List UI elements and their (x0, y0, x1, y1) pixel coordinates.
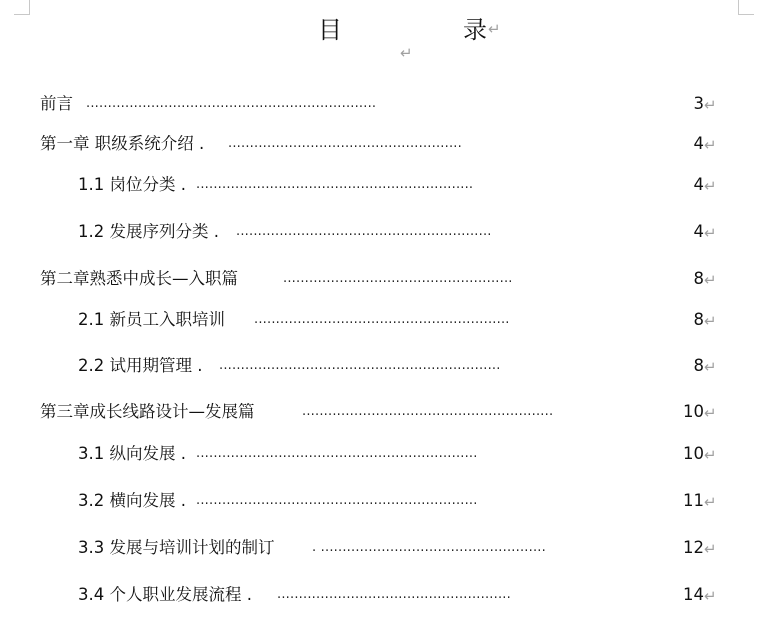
toc-page-number: 14 (683, 585, 704, 604)
toc-leader-dots: ........................................................... (254, 312, 510, 327)
toc-entry-label: 1.2 发展序列分类 . (78, 222, 219, 241)
toc-leader-dots: ..................................................... (283, 271, 513, 286)
toc-entry-label: 第三章成长线路设计—发展篇 (40, 402, 255, 421)
paragraph-mark-icon: ↵ (704, 446, 717, 464)
paragraph-mark-icon: ↵ (704, 312, 717, 330)
toc-leader-dots: ...................................................... (277, 587, 511, 602)
toc-page-number: 10 (683, 402, 704, 421)
toc-entry[interactable] (0, 131, 770, 157)
paragraph-mark-icon: ↵ (704, 177, 717, 195)
toc-entry[interactable] (0, 582, 770, 608)
toc-entry[interactable] (0, 353, 770, 379)
toc-entry[interactable] (0, 307, 770, 333)
toc-page-number: 3 (693, 94, 704, 113)
toc-entry-label: 3.1 纵向发展 . (78, 444, 186, 463)
toc-leader-dots: . .................................................... (312, 540, 546, 555)
toc-entry-label: 3.2 横向发展 . (78, 491, 186, 510)
paragraph-mark-icon: ↵ (704, 358, 717, 376)
toc-entry[interactable] (0, 266, 770, 292)
toc-entry[interactable] (0, 441, 770, 467)
toc-page-number: 4 (693, 134, 704, 153)
paragraph-mark-icon: ↵ (704, 540, 717, 558)
toc-entry[interactable] (0, 91, 770, 117)
toc-entry-label: 2.2 试用期管理 . (78, 356, 203, 375)
toc-entry-label: 2.1 新员工入职培训 (78, 310, 225, 329)
paragraph-mark-icon: ↵ (488, 20, 501, 38)
paragraph-mark-icon: ↵ (400, 44, 413, 62)
toc-entry-label: 第二章熟悉中成长—入职篇 (40, 269, 238, 288)
toc-title-char-2: 录 (463, 16, 487, 44)
toc-leader-dots: ................................................................... (86, 96, 377, 111)
toc-entry-label: 3.4 个人职业发展流程 . (78, 585, 252, 604)
toc-leader-dots: .......................................................... (302, 404, 554, 419)
toc-leader-dots: ................................................................. (196, 446, 478, 461)
toc-page-number: 10 (683, 444, 704, 463)
toc-entry-label: 第一章 职级系统介绍 . (40, 134, 205, 153)
toc-leader-dots: ................................................................. (219, 358, 501, 373)
toc-entry-label: 3.3 发展与培训计划的制订 (78, 538, 275, 557)
toc-page-number: 12 (683, 538, 704, 557)
toc-entry[interactable] (0, 488, 770, 514)
toc-page-number: 8 (693, 356, 704, 375)
toc-leader-dots: ................................................................. (196, 493, 478, 508)
toc-entry-label: 1.1 岗位分类 . (78, 175, 186, 194)
toc-title (0, 10, 770, 44)
toc-entry-label: 前言 (40, 94, 73, 113)
paragraph-mark-icon: ↵ (704, 96, 717, 114)
paragraph-mark-icon: ↵ (704, 224, 717, 242)
toc-title-char-1: 目 (318, 16, 342, 44)
toc-entry[interactable] (0, 399, 770, 425)
toc-entry[interactable] (0, 219, 770, 245)
toc-page-number: 11 (683, 491, 704, 510)
toc-leader-dots: ........................................................... (236, 224, 492, 239)
paragraph-mark-icon: ↵ (704, 136, 717, 154)
toc-page-number: 8 (693, 310, 704, 329)
toc-entry[interactable] (0, 172, 770, 198)
toc-page-number: 4 (693, 222, 704, 241)
paragraph-mark-icon: ↵ (704, 587, 717, 605)
toc-page-number: 8 (693, 269, 704, 288)
toc-entry[interactable] (0, 535, 770, 561)
toc-leader-dots: ...................................................... (228, 136, 462, 151)
paragraph-mark-icon: ↵ (704, 271, 717, 289)
paragraph-mark-icon: ↵ (704, 493, 717, 511)
toc-leader-dots: ................................................................ (196, 177, 474, 192)
paragraph-mark-icon: ↵ (704, 404, 717, 422)
toc-page-number: 4 (693, 175, 704, 194)
